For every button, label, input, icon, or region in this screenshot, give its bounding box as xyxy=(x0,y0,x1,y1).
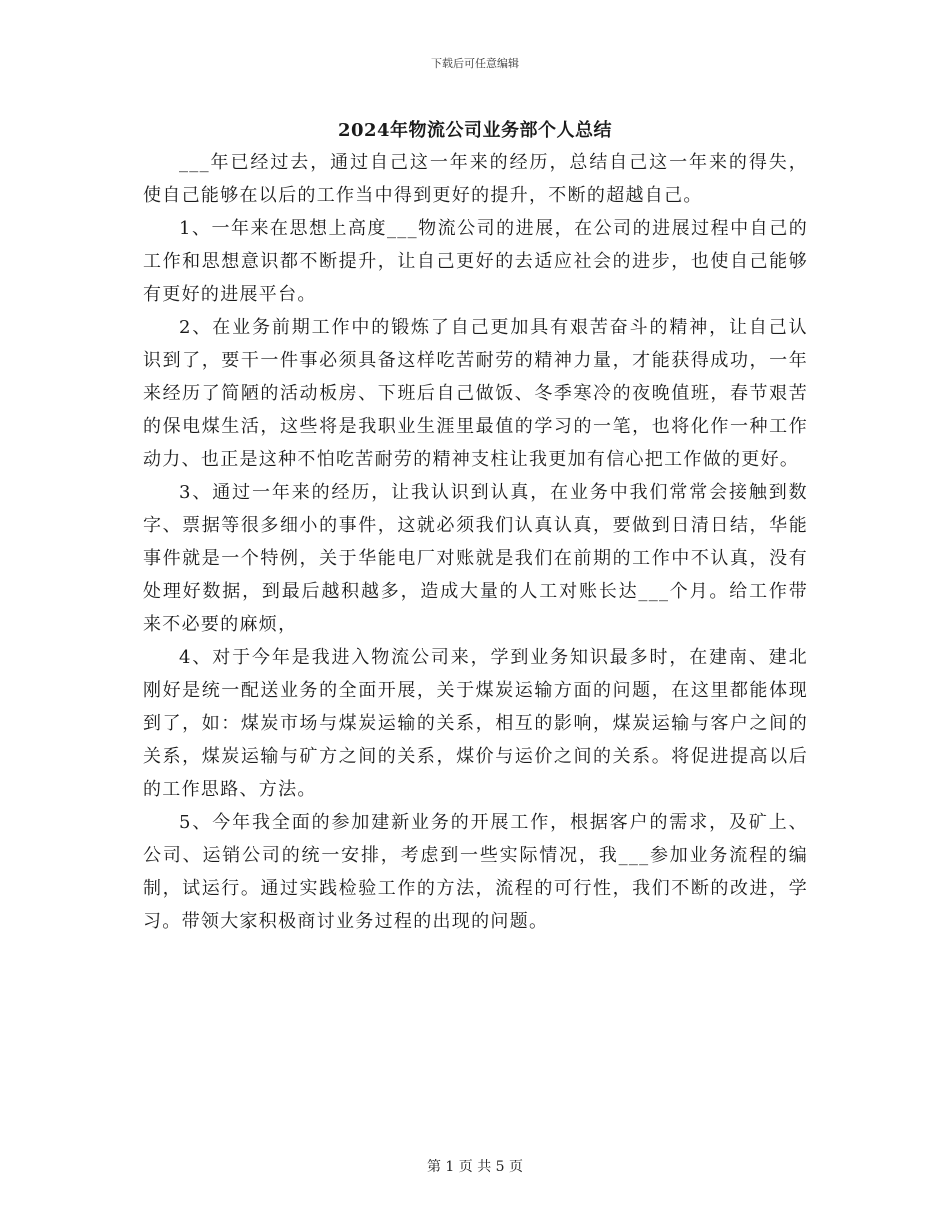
paragraph-4: 4、对于今年是我进入物流公司来，学到业务知识最多时，在建南、建北刚好是统一配送业务的全面开展，关于煤炭运输方面的问题，在这里都能体现到了，如：煤炭市场与煤炭运输的关系，相互的影响，煤炭运输与客户之间的关系，煤炭运输与矿方之间的关系，煤价与运价之间的关系。将促进提高以后的工作思路、方法。 xyxy=(143,647,808,800)
header-note: 下载后可任意编辑 xyxy=(431,57,519,70)
paragraph-2: 2、在业务前期工作中的锻炼了自己更加具有艰苦奋斗的精神，让自己认识到了，要干一件事必须具备这样吃苦耐劳的精神力量，才能获得成功，一年来经历了简陋的活动板房、下班后自己做饭、冬季寒冷的夜晚值班，春节艰苦的保电煤生活，这些将是我职业生涯里最值的学习的一笔，也将化作一种工作动力、也正是这种不怕吃苦耐劳的精神支柱让我更加有信心把工作做的更好。 xyxy=(143,317,808,470)
document-title: 2024年物流公司业务部个人总结 xyxy=(337,120,613,141)
paragraph-3: 3、通过一年来的经历，让我认识到认真，在业务中我们常常会接触到数字、票据等很多细小的事件，这就必须我们认真认真，要做到日清日结，华能事件就是一个特例，关于华能电厂对账就是我们在前期的工作中不认真，没有处理好数据，到最后越积越多，造成大量的人工对账长达___个月。给工作带来不必要的麻烦， xyxy=(143,482,808,635)
document-body xyxy=(143,146,808,938)
paragraph-intro: ___年已经过去，通过自己这一年来的经历，总结自己这一年来的得失，使自己能够在以后的工作当中得到更好的提升，不断的超越自己。 xyxy=(143,152,808,206)
paragraph-1: 1、一年来在思想上高度___物流公司的进展，在公司的进展过程中自己的工作和思想意识都不断提升，让自己更好的去适应社会的进步，也使自己能够有更好的进展平台。 xyxy=(143,218,808,305)
page-number: 第 1 页 共 5 页 xyxy=(426,1159,524,1175)
paragraph-5: 5、今年我全面的参加建新业务的开展工作，根据客户的需求，及矿上、公司、运销公司的统一安排，考虑到一些实际情况，我___参加业务流程的编制，试运行。通过实践检验工作的方法，流程的可行性，我们不断的改进，学习。带领大家积极商讨业务过程的出现的问题。 xyxy=(143,812,808,932)
